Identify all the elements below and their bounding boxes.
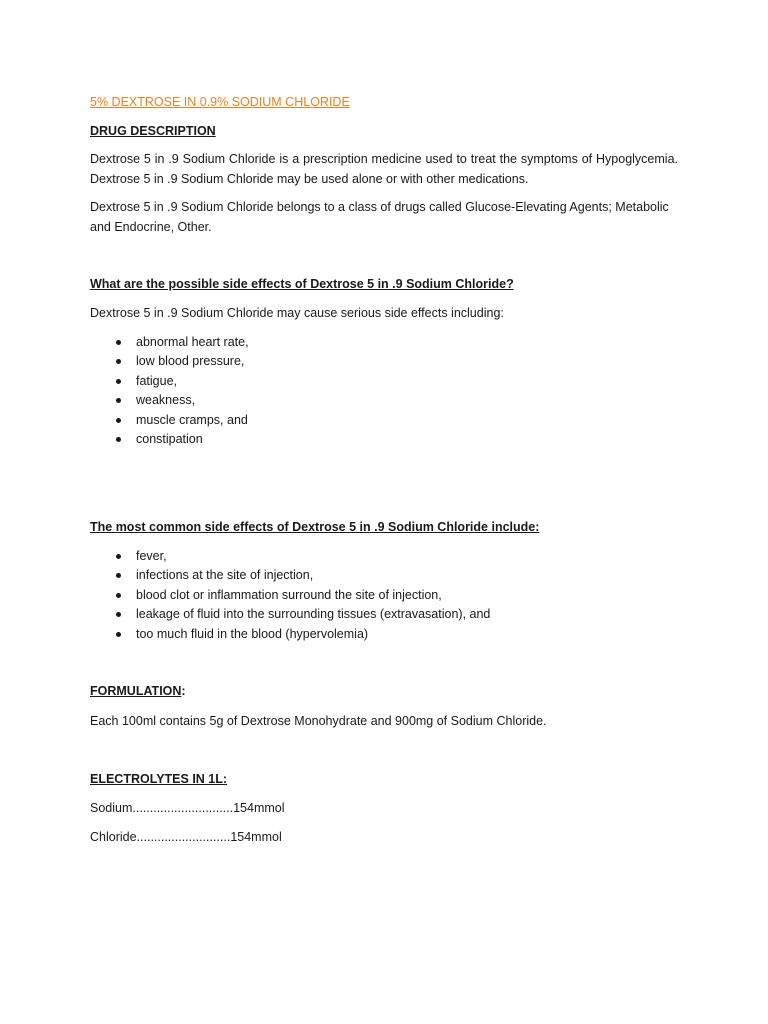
electrolytes-heading: ELECTROLYTES IN 1L: — [90, 772, 228, 786]
list-item: leakage of fluid into the surrounding tissues (extravasation), and — [90, 605, 490, 624]
formulation-heading: FORMULATION — [90, 684, 182, 698]
list-item: fever, — [90, 547, 490, 566]
common-side-effects-heading: The most common side effects of Dextrose 5 in .9 Sodium Chloride include: — [90, 520, 540, 534]
bullet-icon — [116, 359, 121, 364]
document-title: 5% DEXTROSE IN 0.9% SODIUM CHLORIDE — [90, 95, 350, 109]
bullet-icon — [116, 398, 121, 403]
list-item: low blood pressure, — [90, 352, 249, 371]
bullet-icon — [116, 554, 121, 559]
bullet-icon — [116, 437, 121, 442]
possible-side-effects-list — [90, 333, 249, 449]
bullet-icon — [116, 593, 121, 598]
drug-description-heading: DRUG DESCRIPTION — [90, 124, 216, 138]
list-item: blood clot or inflammation surround the site of injection, — [90, 586, 490, 605]
possible-side-effects-heading: What are the possible side effects of Dextrose 5 in .9 Sodium Chloride? — [90, 277, 514, 291]
drug-description-paragraph-1: Dextrose 5 in .9 Sodium Chloride is a prescription medicine used to treat the symptoms of Hypoglycemia. Dextrose 5 in .9 Sodium Chloride may be used alone or with other medications. — [90, 152, 678, 186]
bullet-icon — [116, 612, 121, 617]
formulation-heading-line — [90, 684, 186, 698]
bullet-icon — [116, 379, 121, 384]
bullet-icon — [116, 632, 121, 637]
electrolyte-sodium: Sodium.............................154mmol — [90, 801, 285, 815]
list-item: weakness, — [90, 391, 249, 410]
list-item: constipation — [90, 430, 249, 449]
list-item: infections at the site of injection, — [90, 566, 490, 585]
formulation-colon: : — [181, 684, 186, 698]
list-item: abnormal heart rate, — [90, 333, 249, 352]
possible-side-effects-intro: Dextrose 5 in .9 Sodium Chloride may cause serious side effects including: — [90, 306, 504, 320]
bullet-icon — [116, 418, 121, 423]
bullet-icon — [116, 573, 121, 578]
bullet-icon — [116, 340, 121, 345]
list-item: muscle cramps, and — [90, 411, 249, 430]
electrolyte-chloride: Chloride...........................154mmol — [90, 830, 282, 844]
list-item: too much fluid in the blood (hypervolemia) — [90, 625, 490, 644]
common-side-effects-list — [90, 547, 490, 644]
formulation-text: Each 100ml contains 5g of Dextrose Monohydrate and 900mg of Sodium Chloride. — [90, 714, 547, 728]
drug-description-paragraph-2: Dextrose 5 in .9 Sodium Chloride belongs to a class of drugs called Glucose-Elevating Agents; Metabolic and Endocrine, Other. — [90, 200, 669, 234]
list-item: fatigue, — [90, 372, 249, 391]
